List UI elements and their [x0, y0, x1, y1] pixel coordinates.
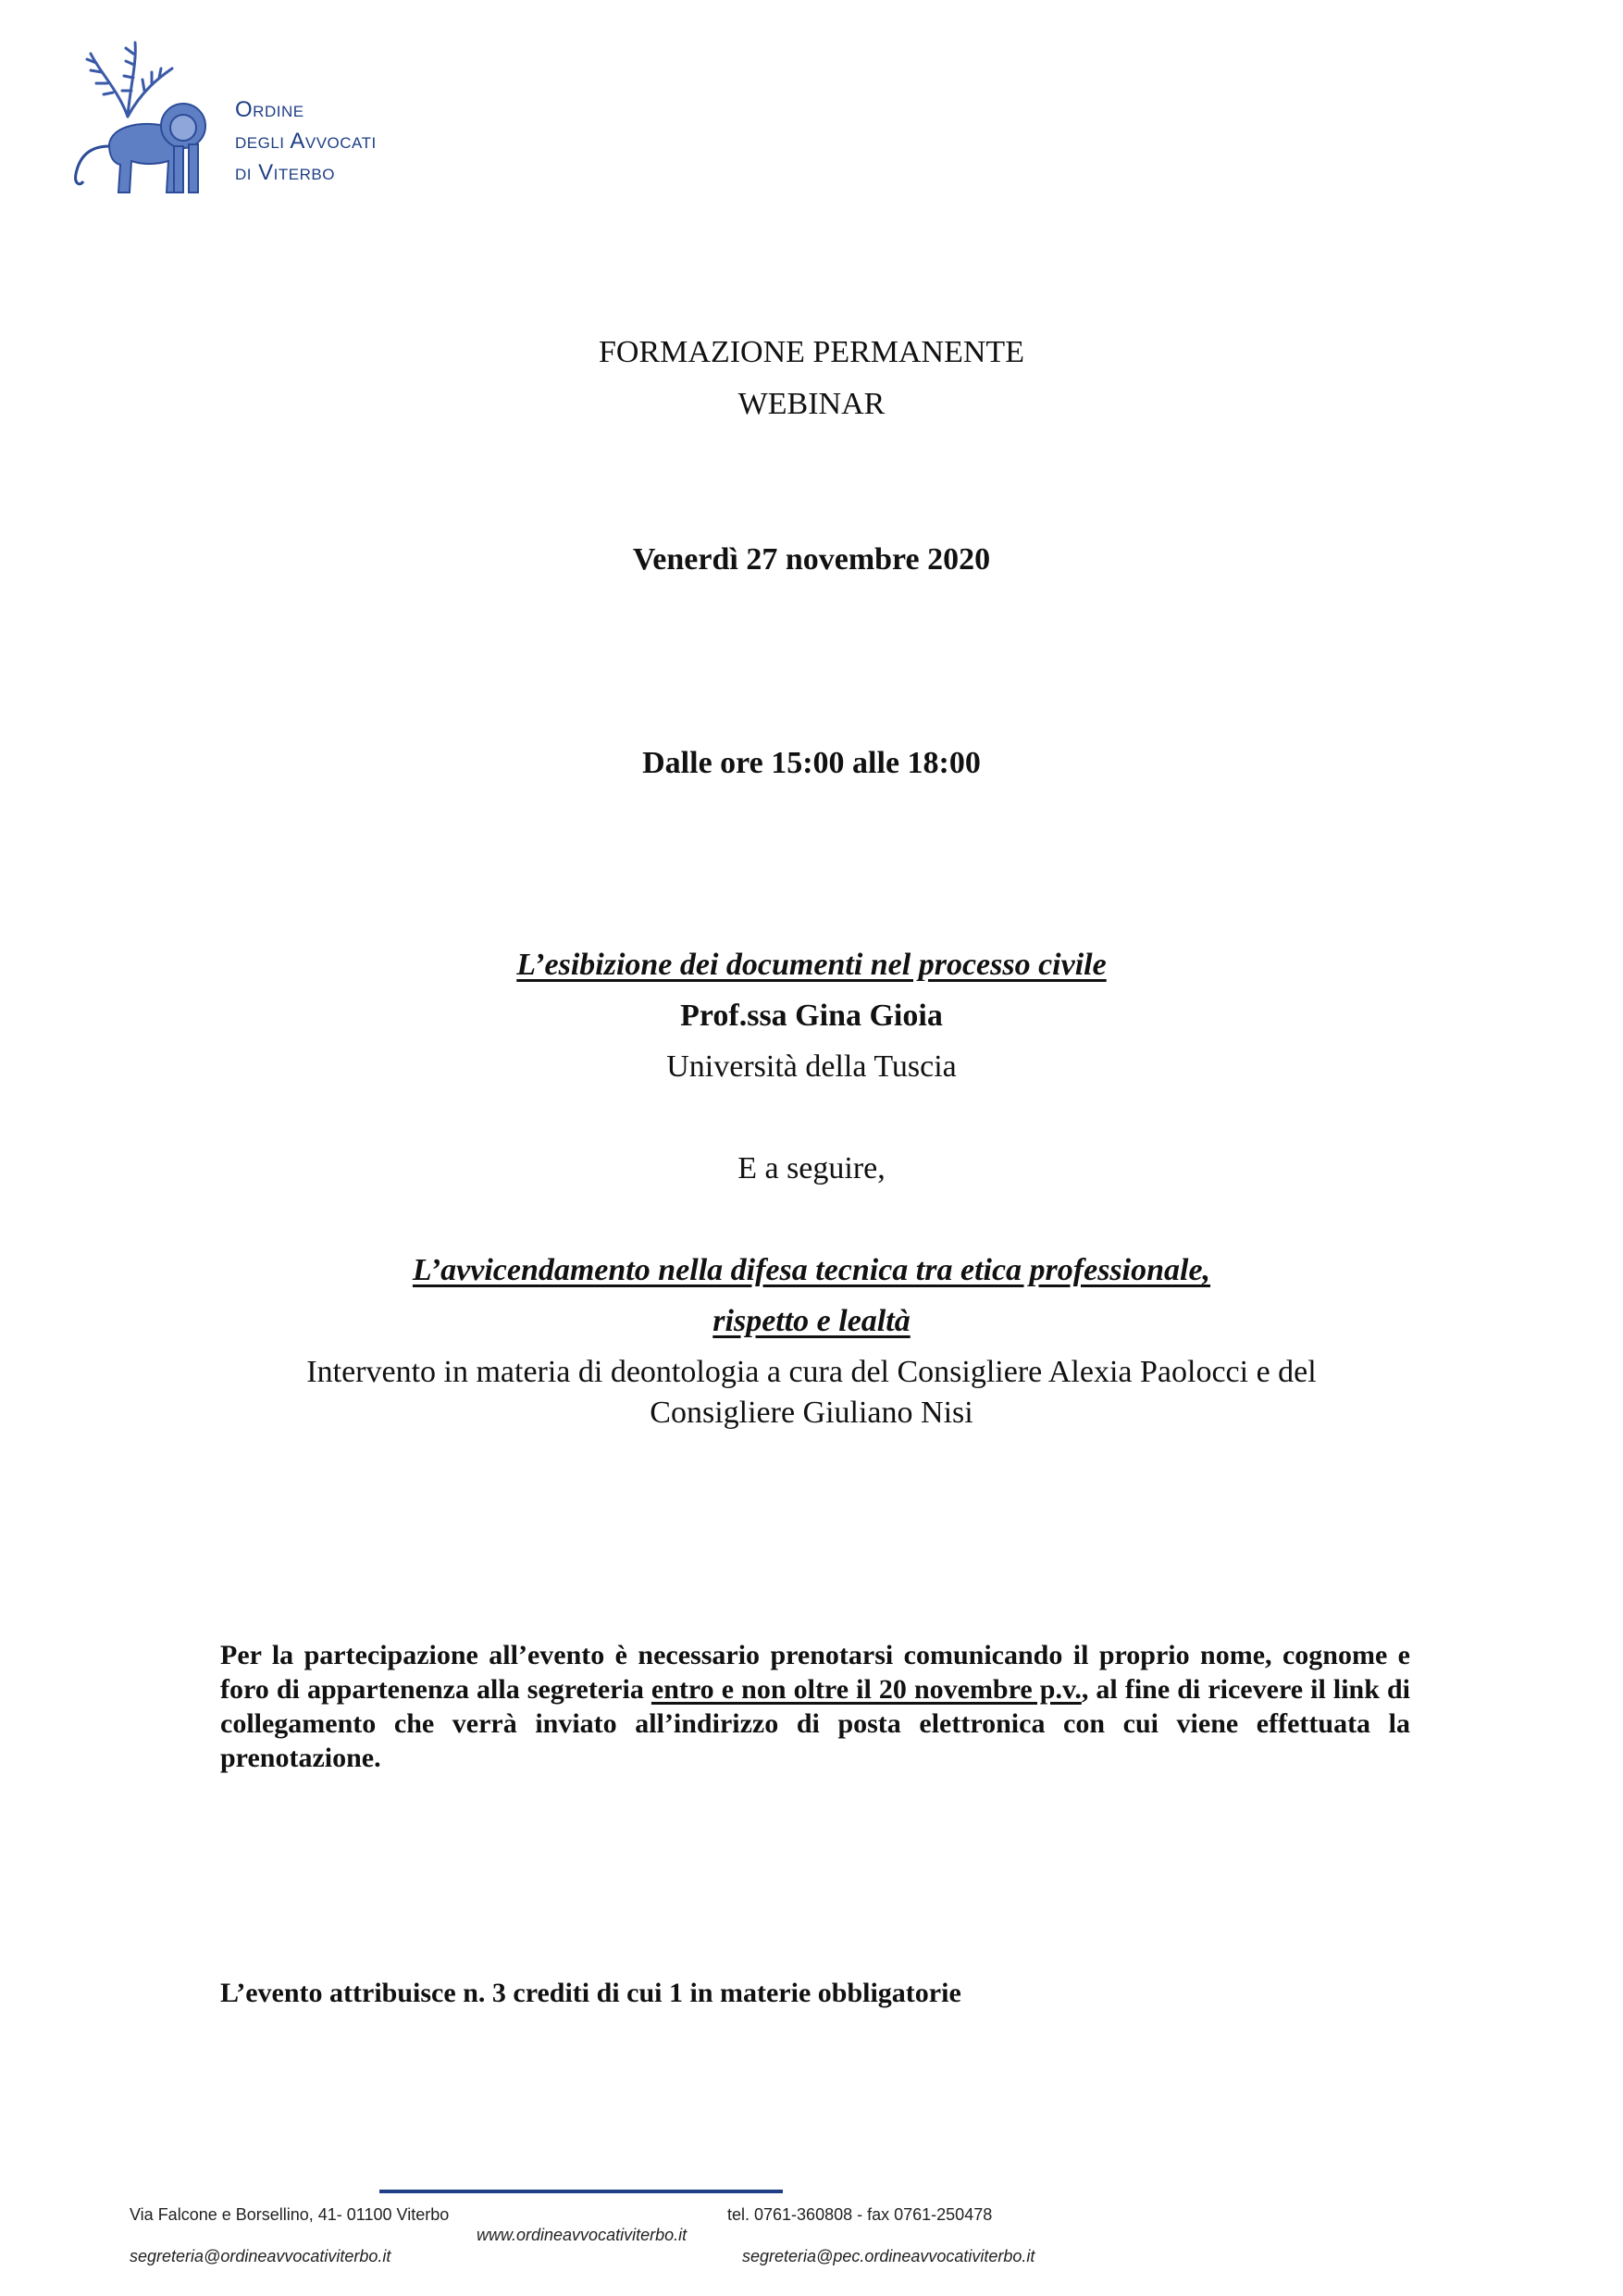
- registration-text-1: Per la partecipazione all’evento è necessario prenotarsi comunicando il proprio nome, cognome e foro di appartenenza alla segreteria: [220, 1640, 1410, 1705]
- talk1-title: L’esibizione dei documenti nel processo civile: [516, 948, 1107, 982]
- talk2-description-line-2: Consigliere Giuliano Nisi: [650, 1396, 973, 1430]
- event-date: Venerdì 27 novembre 2020: [632, 542, 991, 577]
- transition-text: E a seguire,: [737, 1151, 886, 1185]
- letterhead-logo: [63, 35, 452, 202]
- talk1-affiliation: Università della Tuscia: [666, 1049, 957, 1084]
- footer-website[interactable]: www.ordineavvocativiterbo.it: [477, 2226, 688, 2244]
- footer-email[interactable]: segreteria@ordineavvocativiterbo.it: [130, 2247, 391, 2265]
- footer-phone: tel. 0761-360808 - fax 0761-250478: [727, 2205, 993, 2224]
- org-line-2: degli Avvocati: [235, 129, 377, 154]
- lion-with-palm-logo: [63, 35, 239, 202]
- credits-note: L’evento attribuisce n. 3 crediti di cui 1 in materie obbligatorie: [220, 1978, 961, 2008]
- organization-name: [235, 94, 377, 189]
- registration-deadline: entro e non oltre il 20 novembre p.v.: [650, 1674, 1082, 1705]
- title-line-1: FORMAZIONE PERMANENTE: [599, 335, 1024, 369]
- org-line-3: di Viterbo: [235, 160, 335, 185]
- talk2-title-line-1: L’avvicendamento nella difesa tecnica tra etica professionale,: [412, 1253, 1211, 1287]
- org-line-1: Ordine: [235, 97, 304, 122]
- title-line-2: WEBINAR: [737, 387, 886, 421]
- footer-address: Via Falcone e Borsellino, 41- 01100 Viterbo: [130, 2205, 450, 2224]
- talk2-description-line-1: Intervento in materia di deontologia a cura del Consigliere Alexia Paolocci e del: [306, 1355, 1317, 1389]
- talk2-title-line-2: rispetto e lealtà: [712, 1304, 911, 1338]
- registration-text-2: , al fine di ricevere il link di collegamento che verrà inviato all’indirizzo di posta elettronica con cui viene effettuata la prenotazione.: [220, 1674, 1411, 1773]
- event-time: Dalle ore 15:00 alle 18:00: [642, 746, 981, 780]
- talk1-speaker: Prof.ssa Gina Gioia: [680, 999, 943, 1033]
- registration-paragraph: [220, 1638, 1410, 1775]
- footer-pec[interactable]: segreteria@pec.ordineavvocativiterbo.it: [742, 2247, 1035, 2265]
- footer-divider: [379, 2190, 783, 2193]
